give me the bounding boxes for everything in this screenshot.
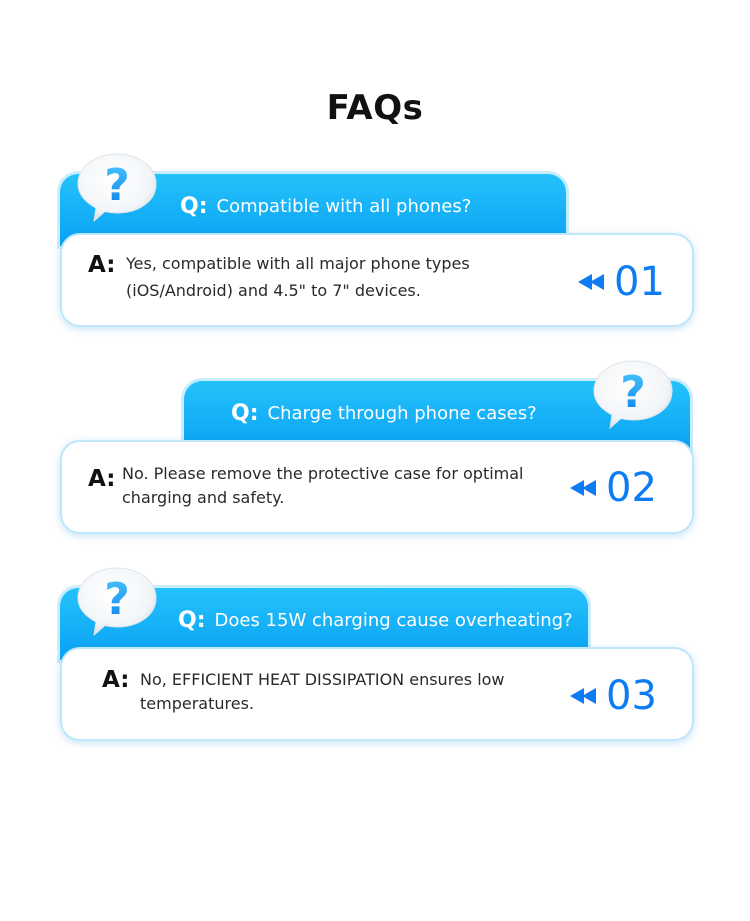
answer-text [126,250,470,304]
question-text: Does 15W charging cause overheating? [214,609,573,631]
question-text: Charge through phone cases? [267,402,537,424]
answer-line-2: charging and safety. [122,488,285,507]
answer-line-2: (iOS/Android) and 4.5" to 7" devices. [126,281,421,300]
answer-text [122,462,524,510]
faq-number-text: 01 [614,259,665,305]
answer-card [60,440,694,534]
question-prefix: Q: [231,400,259,426]
double-left-arrow-icon [578,274,606,290]
answer-line-2: temperatures. [140,694,254,713]
answer-prefix: A: [102,667,130,693]
faq-number-text: 03 [606,673,657,719]
question-bubble-icon [72,148,162,228]
answer-line-1: Yes, compatible with all major phone types [126,254,470,273]
faq-number [578,259,665,305]
faq-number-text: 02 [606,465,657,511]
answer-card [60,233,694,327]
question-prefix: Q: [178,607,206,633]
answer-line-1: No. Please remove the protective case for optimal [122,464,524,483]
question-line [231,398,537,428]
answer-prefix: A: [88,252,116,278]
question-bubble-icon [588,355,678,435]
question-bubble-icon [72,562,162,642]
page-title: FAQs [326,88,424,128]
answer-prefix: A: [88,466,116,492]
question-text: Compatible with all phones? [216,195,472,217]
question-line [178,605,573,635]
faq-number [570,465,657,511]
question-line [180,191,471,221]
answer-text [140,668,505,716]
double-left-arrow-icon [570,480,598,496]
answer-line-1: No, EFFICIENT HEAT DISSIPATION ensures low [140,670,505,689]
faq-number [570,673,657,719]
answer-card [60,647,694,741]
question-prefix: Q: [180,193,208,219]
double-left-arrow-icon [570,688,598,704]
